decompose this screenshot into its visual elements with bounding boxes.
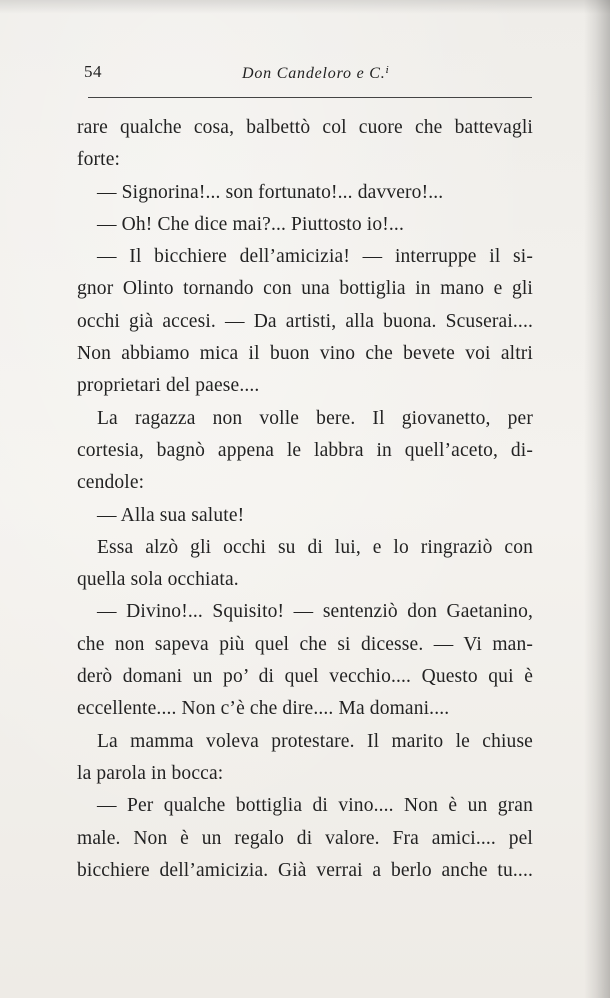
text-line: male. Non è un regalo di valore. Fra amici.... pel	[77, 827, 533, 849]
text-line: cendole:	[77, 472, 145, 494]
text-line: che non sapeva più quel che si dicesse. — Vi man-	[77, 633, 533, 655]
text-line: forte:	[77, 149, 121, 171]
text-line: occhi già accesi. — Da artisti, alla buona. Scuserai....	[77, 310, 533, 332]
text-line: quella sola occhiata.	[77, 569, 239, 591]
text-line: — Il bicchiere dell’amicizia! — interruppe il si-	[97, 246, 533, 268]
text-line: derò domani un po’ di quel vecchio.... Questo qui è	[77, 666, 533, 688]
text-line: cortesia, bagnò appena le labbra in quell’aceto, di-	[77, 439, 533, 461]
text-line: Non abbiamo mica il buon vino che bevete voi altri	[77, 343, 533, 365]
page-gutter-shadow	[584, 0, 610, 998]
text-line: — Per qualche bottiglia di vino.... Non è un gran	[97, 795, 533, 817]
page-header	[84, 62, 530, 86]
text-line: — Signorina!... son fortunato!... davvero!...	[97, 181, 444, 203]
text-line: proprietari del paese....	[77, 375, 260, 397]
page-number: 54	[84, 62, 102, 81]
text-line: La ragazza non volle bere. Il giovanetto, per	[97, 407, 533, 429]
text-line: rare qualche cosa, balbettò col cuore che battevagli	[77, 117, 533, 138]
body-text	[77, 112, 533, 887]
running-head: Don Candeloro e C.ⁱ	[242, 65, 390, 82]
text-line: — Oh! Che dice mai?... Piuttosto io!...	[97, 213, 404, 235]
text-line: eccellente.... Non c’è che dire.... Ma domani....	[77, 698, 450, 720]
text-line: La mamma voleva protestare. Il marito le chiuse	[97, 730, 533, 752]
text-line: — Alla sua salute!	[97, 504, 245, 526]
text-line: gnor Olinto tornando con una bottiglia in mano e gli	[77, 278, 533, 300]
header-rule	[88, 97, 532, 98]
text-line: Essa alzò gli occhi su di lui, e lo ringraziò con	[97, 536, 533, 558]
text-line: la parola in bocca:	[77, 762, 224, 784]
text-line: bicchiere dell’amicizia. Già verrai a berlo anche tu....	[77, 859, 533, 881]
page-top-shadow	[0, 0, 610, 14]
text-line: — Divino!... Squisito! — sentenziò don Gaetanino,	[97, 601, 533, 623]
